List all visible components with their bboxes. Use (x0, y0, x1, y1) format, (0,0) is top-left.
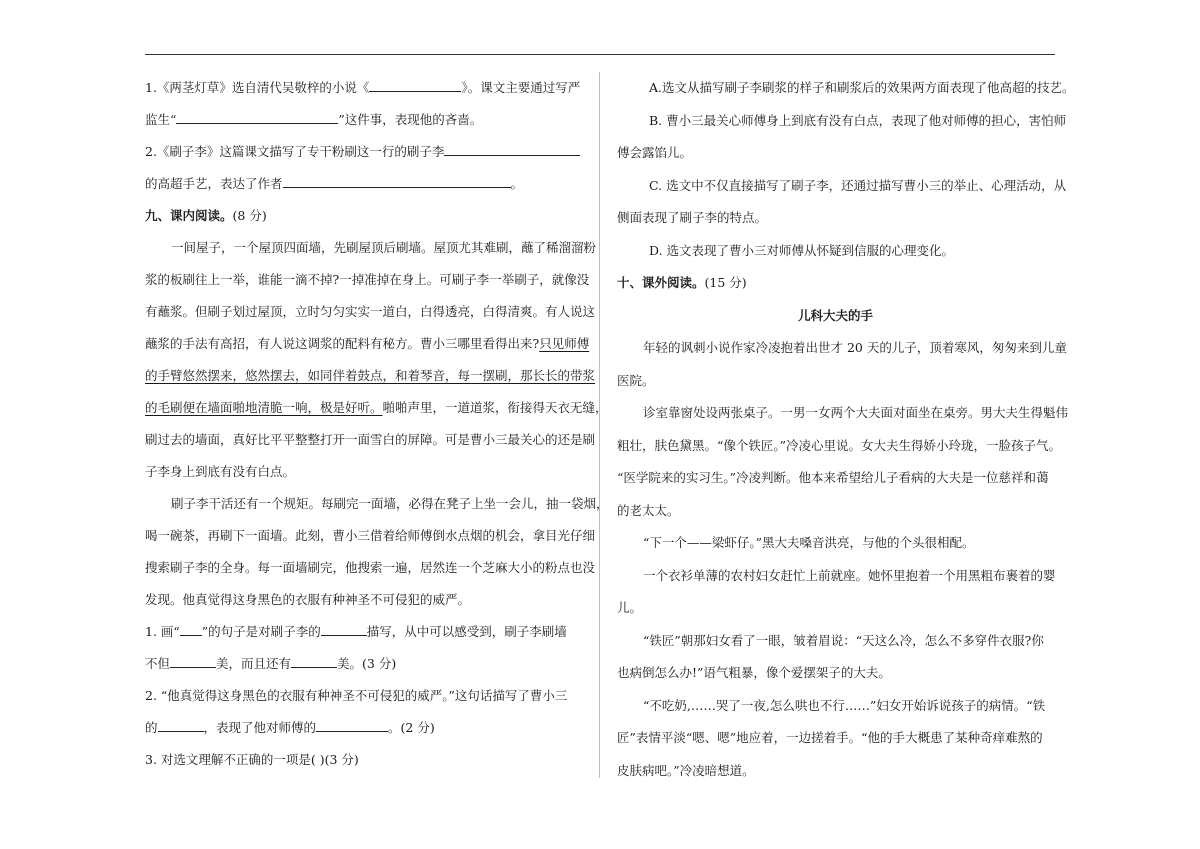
passage-line: 的毛刷便在墙面啪地清脆一响，极是好听。啪啪声里，一道道浆，衔接得天衣无缝， (145, 400, 608, 415)
underlined-sentence: 只见师傅 (539, 336, 590, 351)
question-2-line-2: 的高超手艺，表达了作者 。 (145, 173, 581, 205)
passage-line: 蘸浆的手法有高招，有人说这调浆的配料有秘方。曹小三哪里看得出来?只见师傅 (145, 336, 590, 351)
story-line: 匠”表情平淡“嗯、嗯”地应着，一边搓着手。“他的手大概患了某种奇痒难熬的 (617, 730, 1043, 745)
underlined-sentence: 的手臂悠然摆来，悠然摆去，如同伴着鼓点，和着琴音，每一摆刷，那长长的带浆 (145, 368, 596, 383)
right-column (617, 77, 1075, 792)
sub-question-1-line-1: 1. 画“ ”的句子是对刷子李的 描写，从中可以感受到，刷子李刷墙 (145, 621, 581, 653)
story-line: 皮肤病吧。”冷凌暗想道。 (617, 762, 755, 778)
passage-line: 刷子李干活还有一个规矩。每刷完一面墙，必得在凳子上坐一会儿，抽一袋烟， (171, 496, 609, 511)
section-9-heading: 九、课内阅读。(8 分) (145, 208, 267, 223)
sub-question-2-line-1: 2. “他真觉得这身黑色的衣服有种神圣不可侵犯的威严。”这句话描写了曹小三 (145, 688, 568, 703)
section-10-heading: 十、课外阅读。(15 分) (617, 275, 747, 290)
answer-blank[interactable] (176, 109, 338, 124)
story-line: 儿。 (617, 600, 643, 615)
answer-blank[interactable] (321, 621, 367, 636)
answer-blank[interactable] (444, 141, 580, 156)
passage-line: 搜索刷子李的全身。每一面墙刷完，他搜索一遍，居然连一个芝麻大小的粉点也没 (145, 560, 596, 575)
sub-question-1-line-2: 不但 美，而且还有 美。(3 分) (145, 653, 581, 685)
story-title: 儿科大夫的手 (797, 307, 873, 323)
story-line: 诊室靠窗处设两张桌子。一男一女两个大夫面对面坐在桌旁。男大夫生得魁伟 (643, 405, 1069, 420)
option-c-cont: 侧面表现了刷子李的特点。 (617, 210, 768, 225)
passage-line: 喝一碗茶，再刷下一面墙。此刻，曹小三借着给师傅倒水点烟的机会，拿目光仔细 (145, 528, 596, 543)
story-line: 粗壮，肤色黛黑。“像个铁匠。”冷凌心里说。女大夫生得娇小玲珑，一脸孩子气。 (617, 437, 1062, 453)
question-2-line-1: 2.《刷子李》这篇课文描写了专干粉刷这一行的刷子李 (145, 141, 581, 173)
passage-line: 一间屋子，一个屋顶四面墙，先刷屋顶后刷墙。屋顶尤其难刷，蘸了稀溜溜粉 (171, 240, 597, 255)
option-a: A.选文从描写刷子李刷浆的样子和刷浆后的效果两方面表现了他高超的技艺。 (649, 80, 1075, 95)
story-line: 医院。 (617, 372, 655, 388)
underlined-sentence: 的毛刷便在墙面啪地清脆一响，极是好听。 (145, 400, 383, 415)
story-line: “不吃奶,……哭了一夜,怎么哄也不行……”妇女开始诉说孩子的病情。“铁 (643, 697, 1046, 713)
story-line: 年轻的讽刺小说作家冷凌抱着出世才 20 天的儿子，顶着寒风，匆匆来到儿童 (643, 340, 1067, 355)
option-b-cont: 傅会露馅儿。 (617, 145, 693, 160)
answer-blank[interactable] (180, 621, 202, 636)
answer-blank[interactable] (283, 173, 511, 188)
story-line: 也病倒怎么办!”语气粗暴，像个爱摆架子的大夫。 (617, 665, 891, 680)
option-b: B. 曹小三最关心师傅身上到底有没有白点，表现了他对师傅的担心，害怕师 (649, 112, 1067, 128)
question-1-line-2: 监生“ ”这件事，表现他的吝啬。 (145, 109, 581, 141)
sub-question-3: 3. 对选文理解不正确的一项是( )(3 分) (145, 752, 359, 767)
sub-question-2-line-2: 的 ，表现了他对师傅的 。(2 分) (145, 717, 581, 749)
story-line: 的老太太。 (617, 502, 680, 518)
passage-line (145, 365, 596, 397)
story-line: 一个衣衫单薄的农村妇女赶忙上前就座。她怀里抱着一个用黑粗布裹着的婴 (643, 567, 1056, 583)
passage-line: 子李身上到底有没有白点。 (145, 464, 296, 479)
column-divider (599, 72, 600, 778)
left-column (145, 77, 609, 781)
passage-line: 浆的板刷往上一举，谁能一滴不掉?一掉准掉在身上。可刷子李一举刷子，就像没 (145, 272, 590, 287)
answer-blank[interactable] (291, 653, 337, 668)
answer-blank[interactable] (369, 77, 461, 92)
passage-line: 有蘸浆。但刷子划过屋顶，立时匀匀实实一道白，白得透亮，白得清爽。有人说这 (145, 304, 596, 319)
story-line: “医学院来的实习生。”冷凌判断。他本来希望给儿子看病的大夫是一位慈祥和蔼 (617, 470, 1049, 485)
answer-blank[interactable] (158, 717, 204, 732)
option-c: C. 选文中不仅直接描写了刷子李，还通过描写曹小三的举止、心理活动，从 (649, 177, 1067, 193)
story-line: “铁匠”朝那妇女看了一眼，皱着眉说：“天这么冷，怎么不多穿件衣服?你 (643, 632, 1044, 648)
question-1-line-1: 1.《两茎灯草》选自清代吴敬梓的小说《 》。课文主要通过写严 (145, 77, 581, 109)
answer-blank[interactable] (170, 653, 216, 668)
story-line: “下一个——梁虾仔。”黑大夫嗓音洪亮，与他的个头很相配。 (643, 535, 975, 550)
passage-line: 发现。他真觉得这身黑色的衣服有种神圣不可侵犯的威严。 (145, 592, 471, 607)
passage-line: 刷过去的墙面，真好比平平整整打开一面雪白的屏障。可是曹小三最关心的还是刷 (145, 432, 596, 447)
answer-blank[interactable] (316, 717, 388, 732)
option-d: D. 选文表现了曹小三对师傅从怀疑到信服的心理变化。 (649, 242, 955, 258)
header-rule (145, 54, 1055, 55)
